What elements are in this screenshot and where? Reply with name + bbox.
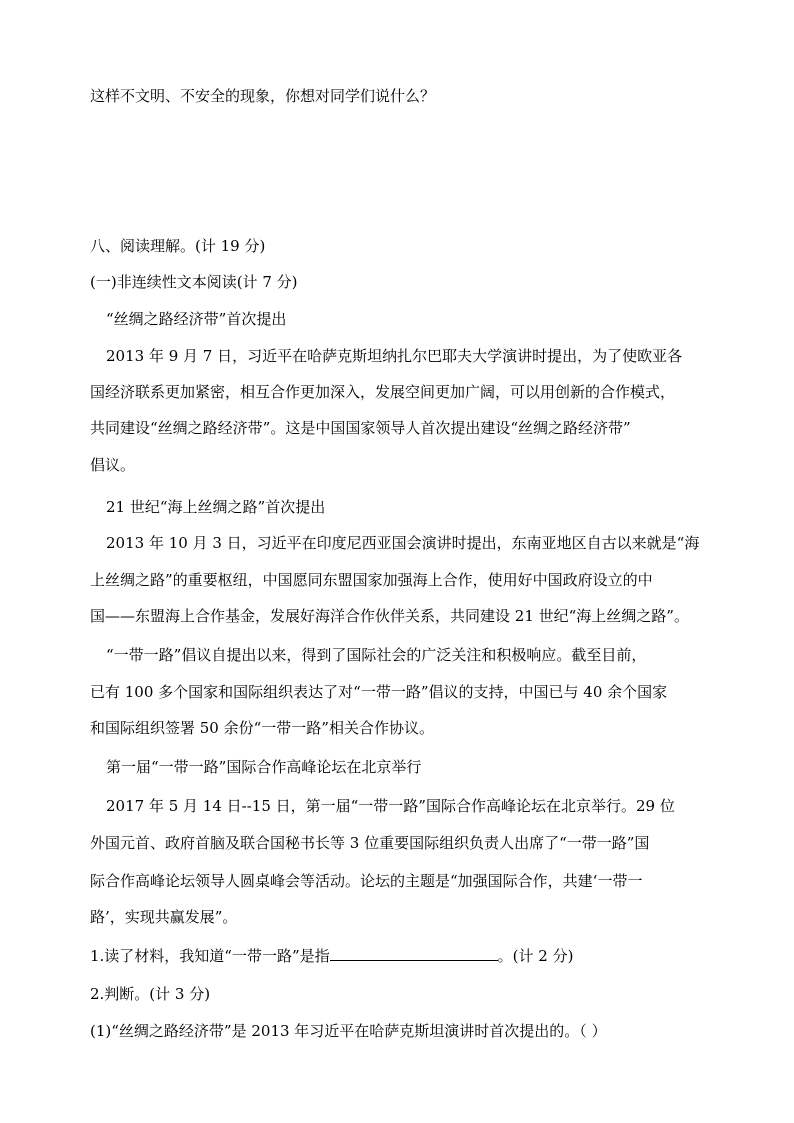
paragraph-line: 共同建设“丝绸之路经济带”。这是中国国家领导人首次提出建设“丝绸之路经济带” xyxy=(90,419,631,437)
paragraph-line: 和国际组织签署 50 余份“一带一路”相关合作协议。 xyxy=(90,719,434,737)
question-1-text: 1.读了材料，我知道“一带一路”是指 xyxy=(90,947,330,965)
paragraph-line: 国——东盟海上合作基金，发展好海洋合作伙伴关系，共同建设 21 世纪“海上丝绸之路”。 xyxy=(90,607,689,625)
paragraph-line: 2017 年 5 月 14 日--15 日，第一届“一带一路”国际合作高峰论坛在北京举行。29 位 xyxy=(106,797,675,815)
paragraph-line: “一带一路”倡议自提出以来，得到了国际社会的广泛关注和积极响应。截至目前， xyxy=(106,646,647,664)
subsection-heading: (一)非连续性文本阅读(计 7 分) xyxy=(90,273,298,291)
material-subtitle: 第一届“一带一路”国际合作高峰论坛在北京举行 xyxy=(106,758,422,776)
paragraph-line: 际合作高峰论坛领导人圆桌峰会等活动。论坛的主题是“加强国际合作，共建‘一带一 xyxy=(90,872,643,890)
question-1-points: 。(计 2 分) xyxy=(497,947,574,965)
answer-blank[interactable] xyxy=(330,946,498,961)
question-2-1: (1)“丝绸之路经济带”是 2013 年习近平在哈萨克斯坦演讲时首次提出的。（ ） xyxy=(90,1022,607,1040)
material-subtitle: “丝绸之路经济带”首次提出 xyxy=(106,310,287,328)
question-1 xyxy=(90,946,573,966)
paragraph-line: 倡议。 xyxy=(90,456,136,474)
paragraph-line: 上丝绸之路”的重要枢纽，中国愿同东盟国家加强海上合作，使用好中国政府设立的中 xyxy=(90,571,653,589)
paragraph-line: 已有 100 多个国家和国际组织表达了对“一带一路”倡议的支持，中国已与 40 余个国家 xyxy=(90,683,668,701)
paragraph-line: 外国元首、政府首脑及联合国秘书长等 3 位重要国际组织负责人出席了“一带一路”国 xyxy=(90,834,650,852)
paragraph-line: 2013 年 10 月 3 日，习近平在印度尼西亚国会演讲时提出，东南亚地区自古以来就是“海 xyxy=(106,534,700,552)
text-line: 这样不文明、不安全的现象，你想对同学们说什么？ xyxy=(90,87,436,105)
paragraph-line: 2013 年 9 月 7 日，习近平在哈萨克斯坦纳扎尔巴耶夫大学演讲时提出，为了使欧亚各 xyxy=(106,347,683,365)
material-subtitle: 21 世纪“海上丝绸之路”首次提出 xyxy=(106,498,326,516)
paragraph-line: 路’，实现共赢发展”。 xyxy=(90,908,238,926)
paragraph-line: 国经济联系更加紧密，相互合作更加深入，发展空间更加广阔，可以用创新的合作模式， xyxy=(90,383,676,401)
question-2: 2.判断。(计 3 分) xyxy=(90,985,211,1003)
section-heading: 八、阅读理解。(计 19 分) xyxy=(90,237,266,255)
